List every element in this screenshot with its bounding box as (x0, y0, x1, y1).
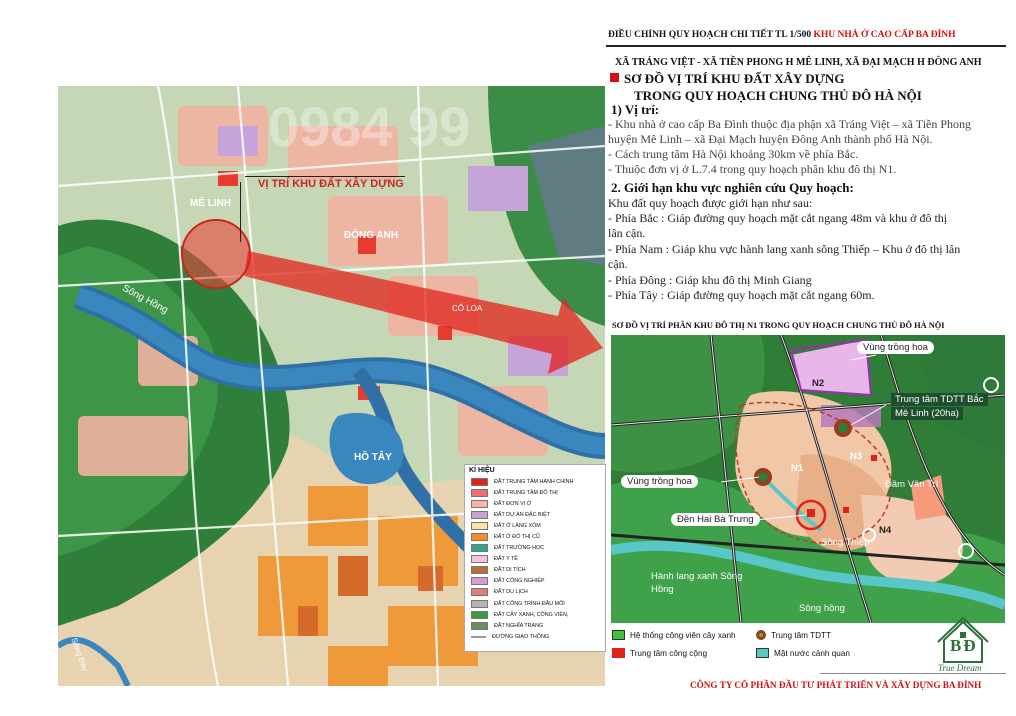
inset-legend-sport (756, 630, 831, 640)
boundary-west: - Phía Tây : Giáp đường quy hoạch mặt cắt ngang 60m. (608, 288, 875, 302)
legend-item (465, 609, 605, 620)
legend-swatch-icon (471, 600, 488, 608)
legend-item (465, 587, 605, 598)
legend-item-label: ĐẤT NGHĨA TRANG (494, 622, 544, 629)
legend-swatch-icon (471, 533, 488, 541)
logo-letters: BĐ (950, 636, 978, 655)
legend-title: KÍ HIỆU (469, 467, 495, 474)
legend-item-label: ĐẤT CÔNG NGHIỆP (494, 578, 545, 585)
legend-item-label: ĐƯỜNG GIAO THÔNG (492, 633, 550, 640)
site-callout-leader (240, 182, 241, 242)
label-vung-trong-hoa-top: Vùng trồng hoa (857, 341, 934, 354)
section-title (610, 70, 922, 104)
red-square-bullet-icon (610, 73, 619, 82)
map-legend (464, 464, 606, 652)
legend-item (465, 565, 605, 576)
legend-item-label: ĐẤT CÂY XANH, CÔNG VIÊN, (494, 611, 569, 618)
position-line-2: huyện Mê Linh – xã Đại Mạch huyện Đông Anh thành phố Hà Nội. (608, 132, 933, 146)
site-location-label: VỊ TRÍ KHU ĐẤT XÂY DỰNG (258, 178, 404, 190)
position-line-1: - Khu nhà ở cao cấp Ba Đình thuộc địa phận xã Tráng Việt – xã Tiền Phong (608, 117, 972, 131)
place-ho-tay: HỒ TÂY (354, 452, 392, 463)
legend-swatch-icon (471, 577, 488, 585)
place-dong-anh: ĐÔNG ANH (344, 230, 399, 241)
label-tdtt-line2: Mê Linh (20ha) (891, 407, 963, 420)
label-song-thiep: Sông Thiếp (821, 537, 870, 548)
legend-item (465, 598, 605, 609)
label-vung-trong-hoa-left: Vùng trồng hoa (621, 475, 698, 488)
label-n3: N3 (850, 451, 863, 462)
position-heading: 1) Vị trí: (611, 102, 660, 117)
public-center-swatch-icon (612, 648, 625, 658)
boundary-south-cont: cận. (608, 257, 628, 271)
legend-item-label: ĐẤT TRUNG TÂM HÀNH CHÍNH (494, 478, 574, 485)
title-main: ĐIỀU CHỈNH QUY HOẠCH CHI TIẾT TL 1/500 (608, 30, 812, 40)
label-dam-van-tri: Đầm Vân Trì (885, 479, 939, 490)
inset-legend-public-label: Trung tâm công cộng (630, 648, 708, 658)
legend-item-label: ĐẤT TRUNG TÂM ĐÔ THỊ (494, 489, 558, 496)
legend-swatch-icon (471, 636, 486, 638)
legend-item (465, 631, 605, 642)
label-song-hong: Sông hồng (799, 603, 845, 614)
boundary-south: - Phía Nam : Giáp khu vực hành lang xanh sông Thiếp – Khu ở đô thị lân (608, 242, 961, 256)
legend-item-label: ĐẤT DỰ ÁN ĐẶC BIỆT (494, 511, 551, 518)
place-song-hong: Sông Hồng (120, 282, 170, 317)
legend-item (465, 487, 605, 498)
label-den-hai-ba-trung: Đền Hai Bà Trưng (671, 513, 760, 526)
label-n1: N1 (791, 463, 804, 474)
legend-swatch-icon (471, 566, 488, 574)
label-n2: N2 (812, 378, 825, 389)
boundary-intro: Khu đất quy hoạch được giới hạn như sau: (608, 196, 813, 210)
legend-swatch-icon (471, 622, 488, 630)
legend-item-label: ĐẤT CÔNG TRÌNH ĐẦU MỐI (494, 600, 565, 607)
site-callout-underline (245, 176, 405, 177)
legend-item-label: ĐẤT TRƯỜNG HỌC (494, 545, 545, 552)
legend-item-label: ĐẤT DI TÍCH (494, 567, 526, 574)
position-line-3: - Cách trung tâm Hà Nội khoảng 30km về phía Bắc. (608, 147, 859, 161)
legend-swatch-icon (471, 588, 488, 596)
legend-item (465, 520, 605, 531)
legend-swatch-icon (471, 611, 488, 619)
legend-item (465, 554, 605, 565)
inset-zoning-map (611, 335, 1005, 623)
label-n4: N4 (879, 525, 892, 536)
inset-title: SƠ ĐỒ VỊ TRÍ PHÂN KHU ĐÔ THỊ N1 TRONG QUY HOẠCH CHUNG THỦ ĐÔ HÀ NỘI (612, 321, 945, 330)
legend-item (465, 576, 605, 587)
place-me-linh: MÊ LINH (190, 198, 232, 209)
header-divider (606, 45, 1006, 47)
legend-swatch-icon (471, 478, 488, 486)
legend-swatch-icon (471, 511, 488, 519)
location-subtitle: XÃ TRÁNG VIỆT - XÃ TIỀN PHONG H MÊ LINH, XÃ ĐẠI MẠCH H ĐÔNG ANH (615, 57, 982, 68)
boundary-east: - Phía Đông : Giáp khu đô thị Minh Giang (608, 273, 812, 287)
legend-item (465, 476, 605, 487)
sport-center-icon (756, 630, 766, 640)
label-hanh-lang-line2: Hồng (651, 584, 674, 595)
place-co-loa: CỔ LOA (452, 304, 483, 313)
legend-swatch-icon (471, 489, 488, 497)
legend-swatch-icon (471, 555, 488, 563)
legend-swatch-icon (471, 522, 488, 530)
inset-legend-public (612, 648, 707, 658)
section-title-line1: SƠ ĐỒ VỊ TRÍ KHU ĐẤT XÂY DỰNG (624, 71, 845, 86)
company-footer: CÔNG TY CỔ PHẦN ĐẦU TƯ PHÁT TRIỂN VÀ XÂY DỰNG BA ĐÌNH (690, 680, 982, 690)
legend-item (465, 509, 605, 520)
inset-legend-water (756, 648, 850, 658)
position-line-4: - Thuộc đơn vị ở L.7.4 trong quy hoạch phân khu đô thị N1. (608, 162, 897, 176)
section-title-line2: TRONG QUY HOẠCH CHUNG THỦ ĐÔ HÀ NỘI (634, 88, 922, 103)
inset-legend-park (612, 630, 736, 640)
legend-swatch-icon (471, 500, 488, 508)
legend-item-label: ĐẤT Ở LÀNG XÓM (494, 522, 541, 529)
boundary-north-cont: lân cận. (608, 226, 646, 240)
inset-legend-sport-label: Trung tâm TDTT (771, 630, 832, 640)
inset-legend-water-label: Mặt nước cảnh quan (774, 648, 850, 658)
label-hanh-lang-line1: Hành lang xanh Sông (651, 571, 743, 582)
water-swatch-icon (756, 648, 769, 658)
legend-item (465, 531, 605, 542)
legend-item (465, 543, 605, 554)
logo-tagline: True Dream (938, 663, 982, 673)
legend-item-label: ĐẤT ĐƠN VỊ Ở (494, 500, 532, 507)
legend-item-label: ĐẤT DU LỊCH (494, 589, 528, 596)
park-swatch-icon (612, 630, 625, 640)
legend-item-label: ĐẤT Y TẾ (494, 556, 518, 563)
legend-item (465, 620, 605, 631)
boundary-heading: 2. Giới hạn khu vực nghiên cứu Quy hoạch: (611, 180, 854, 195)
company-logo (930, 612, 996, 674)
label-tdtt-line1: Trung tâm TDTT Bắc (891, 393, 988, 406)
inset-legend-park-label: Hệ thống công viên cây xanh (630, 630, 736, 640)
place-song-day: Sông Đáy (69, 636, 90, 673)
boundary-north: - Phía Bắc : Giáp đường quy hoạch mặt cắt ngang 48m và khu ở đô thị (608, 211, 948, 225)
legend-swatch-icon (471, 544, 488, 552)
title-project: KHU NHÀ Ở CAO CẤP BA ĐÌNH (813, 30, 956, 40)
footer-divider (820, 673, 1006, 674)
document-title (608, 30, 1006, 40)
svg-text:0984 99: 0984 99 (268, 95, 471, 158)
legend-item (465, 498, 605, 509)
legend-item-label: ĐẤT Ở ĐÔ THỊ CŨ (494, 534, 540, 541)
